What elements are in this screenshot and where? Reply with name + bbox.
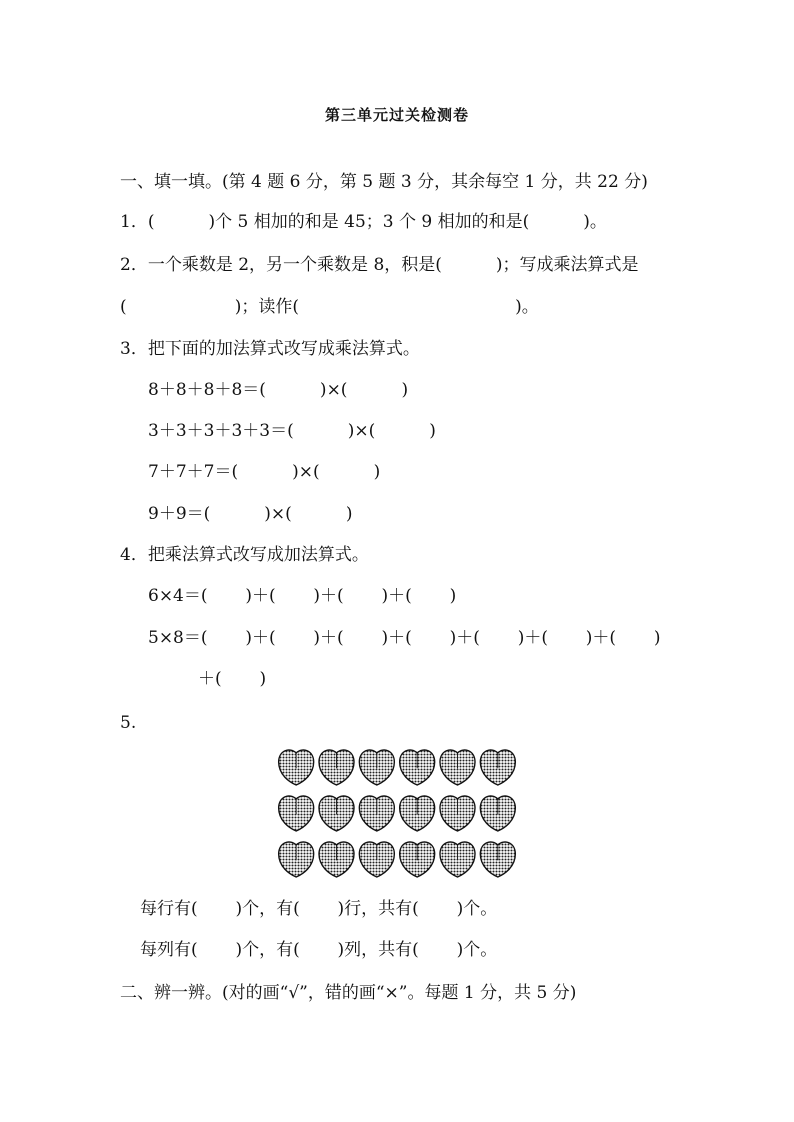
section2-heading: 二、辨一辨。(对的画“√”，错的画“×”。每题 1 分，共 5 分) — [120, 983, 577, 1003]
strawberry-icon — [400, 796, 435, 831]
strawberry-icon — [279, 750, 314, 785]
question-3-item: 3＋3＋3＋3＋3＝( )×( ) — [148, 421, 436, 441]
question-4-item-1: 6×4＝( )＋( )＋( )＋( ) — [148, 586, 457, 606]
strawberry-icon — [279, 842, 314, 877]
strawberry-icon — [319, 750, 354, 785]
strawberry-icon — [359, 796, 394, 831]
strawberry-icon — [400, 750, 435, 785]
question-4-prompt: 4．把乘法算式改写成加法算式。 — [120, 545, 369, 565]
strawberry-icon — [480, 796, 515, 831]
strawberry-icon — [440, 750, 475, 785]
strawberry-icon — [359, 842, 394, 877]
section1-heading: 一、填一填。(第 4 题 6 分，第 5 题 3 分，其余每空 1 分，共 22 分) — [120, 172, 648, 192]
strawberry-icon — [400, 842, 435, 877]
strawberry-icon — [480, 842, 515, 877]
question-4-item-2-line2: ＋( ) — [198, 669, 267, 689]
question-3-item: 7＋7＋7＝( )×( ) — [148, 462, 381, 482]
strawberry-icon — [440, 842, 475, 877]
strawberry-icon — [319, 796, 354, 831]
question-3-item: 8＋8＋8＋8＝( )×( ) — [148, 380, 409, 400]
strawberry-icon — [480, 750, 515, 785]
strawberry-icon — [359, 750, 394, 785]
page-title: 第三单元过关检测卷 — [324, 106, 469, 124]
question-2-line1: 2．一个乘数是 2，另一个乘数是 8，积是( )；写成乘法算式是 — [120, 255, 639, 275]
question-2-line2: ( )；读作( )。 — [120, 297, 539, 317]
question-5-row-line: 每行有( )个，有( )行，共有( )个。 — [140, 899, 498, 919]
strawberry-icon — [279, 796, 314, 831]
strawberry-icon — [319, 842, 354, 877]
question-3-item: 9＋9＝( )×( ) — [148, 504, 353, 524]
question-5-label: 5. — [120, 713, 137, 733]
strawberry-grid-image — [276, 744, 518, 882]
question-3-prompt: 3．把下面的加法算式改写成乘法算式。 — [120, 339, 420, 359]
strawberry-icon — [440, 796, 475, 831]
question-5-column-line: 每列有( )个，有( )列，共有( )个。 — [140, 940, 498, 960]
question-4-item-2-line1: 5×8＝( )＋( )＋( )＋( )＋( )＋( )＋( ) — [148, 628, 661, 648]
question-1: 1．( )个 5 相加的和是 45；3 个 9 相加的和是( )。 — [120, 212, 607, 232]
